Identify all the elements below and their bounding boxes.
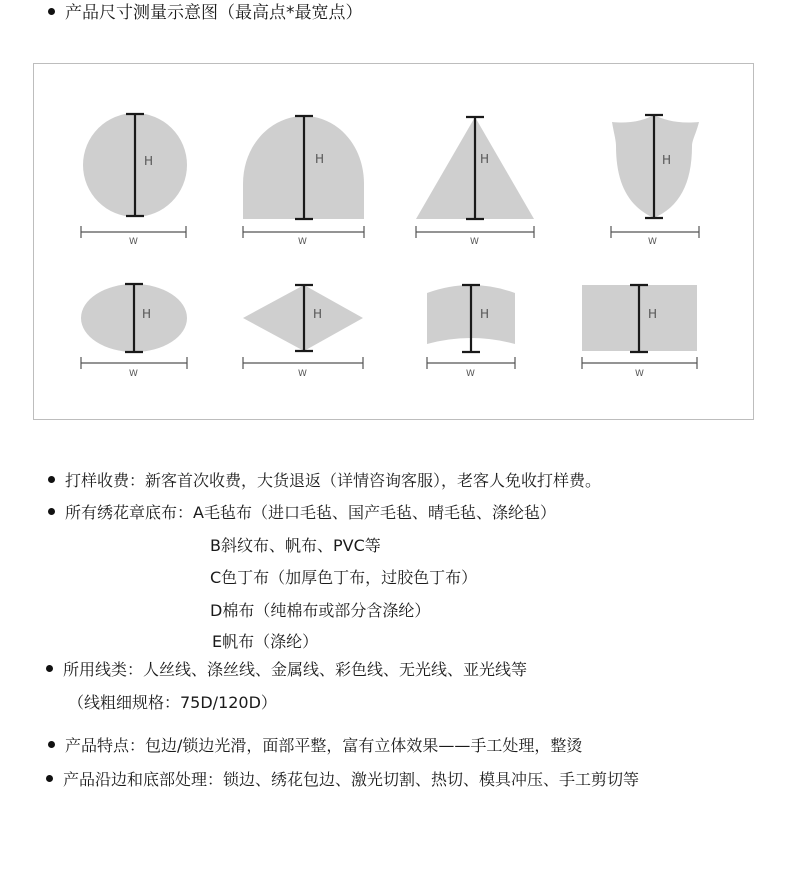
width-label: W xyxy=(648,237,657,247)
height-label: H xyxy=(315,152,325,166)
width-label: W xyxy=(298,369,307,379)
info-features: 产品特点：包边/锁边光滑，面部平整，富有立体效果——手工处理，整烫 xyxy=(48,735,582,757)
bullet-icon xyxy=(48,741,55,748)
info-fabric-c: C色丁布（加厚色丁布，过胶色丁布） xyxy=(210,568,478,587)
triangle-shape-figure xyxy=(416,117,534,247)
info-fabric: 所有绣花章底布：A毛毡布（进口毛毡、国产毛毡、晴毛毡、涤纶毡） xyxy=(48,502,556,524)
page-heading: 产品尺寸测量示意图（最高点*最宽点） xyxy=(48,2,363,24)
info-fabric-d: D棉布（纯棉布或部分含涤纶） xyxy=(210,601,431,620)
dome-shape-figure xyxy=(243,116,364,247)
width-label: W xyxy=(466,369,475,379)
bullet-icon xyxy=(48,476,55,483)
height-label: H xyxy=(662,153,672,167)
width-label: W xyxy=(129,369,138,379)
diamond-shape-figure xyxy=(243,285,363,379)
info-fabric-e: E帆布（涤纶） xyxy=(212,632,319,651)
height-label: H xyxy=(480,307,490,321)
rectangle-shape-figure xyxy=(582,285,697,379)
height-label: H xyxy=(142,307,152,321)
info-threads: 所用线类：人丝线、涤丝线、金属线、彩色线、无光线、亚光线等 xyxy=(46,659,527,681)
bullet-icon xyxy=(48,508,55,515)
width-label: W xyxy=(129,237,138,247)
height-label: H xyxy=(144,154,154,168)
info-sampling: 打样收费：新客首次收费，大货退返（详情咨询客服），老客人免收打样费。 xyxy=(48,470,601,492)
info-fabric-b: B斜纹布、帆布、PVC等 xyxy=(210,536,381,555)
measurement-diagram-svg xyxy=(34,64,755,421)
height-label: H xyxy=(648,307,658,321)
curved-band-shape-figure xyxy=(427,285,515,379)
width-label: W xyxy=(298,237,307,247)
shield-shape-figure xyxy=(611,115,699,247)
height-label: H xyxy=(313,307,323,321)
bullet-icon xyxy=(46,775,53,782)
info-edges: 产品沿边和底部处理：锁边、绣花包边、激光切割、热切、模具冲压、手工剪切等 xyxy=(46,769,639,791)
bullet-icon xyxy=(48,8,55,15)
ellipse-shape-figure xyxy=(81,284,187,379)
width-label: W xyxy=(635,369,644,379)
measurement-diagram xyxy=(33,63,754,420)
circle-shape-figure xyxy=(81,113,187,247)
shield-shape xyxy=(612,115,699,218)
info-thread-spec: （线粗细规格：75D/120D） xyxy=(68,693,277,712)
bullet-icon xyxy=(46,665,53,672)
width-label: W xyxy=(470,237,479,247)
height-label: H xyxy=(480,152,490,166)
